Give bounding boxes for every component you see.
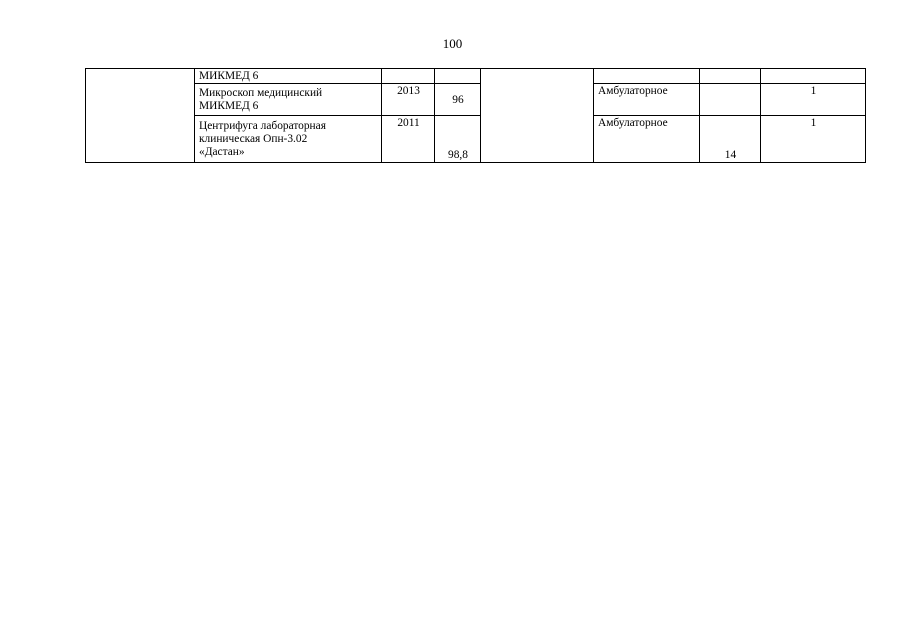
equipment-cell: Микроскоп медицинский МИКМЕД 6 bbox=[195, 84, 382, 116]
page-number: 100 bbox=[442, 36, 463, 51]
shifts-cell bbox=[761, 69, 866, 84]
shifts-cell: 1 bbox=[761, 84, 866, 116]
shifts-cell: 1 bbox=[761, 116, 866, 163]
wear-percent-cell bbox=[435, 69, 481, 84]
count-cell: 14 bbox=[700, 116, 761, 163]
equipment-cell: Центрифуга лабораторная клиническая Опн-3.02 «Дастан» bbox=[195, 116, 382, 163]
care-type-cell bbox=[594, 69, 700, 84]
wear-percent-cell: 98,8 bbox=[435, 116, 481, 163]
count-cell bbox=[700, 69, 761, 84]
wear-percent-cell: 96 bbox=[435, 84, 481, 116]
care-type-cell: Амбулаторное bbox=[594, 116, 700, 163]
count-cell bbox=[700, 84, 761, 116]
year-cell: 2013 bbox=[382, 84, 435, 116]
table-row bbox=[86, 69, 866, 84]
care-type-cell: Амбулаторное bbox=[594, 84, 700, 116]
table-row bbox=[86, 84, 866, 116]
equipment-table bbox=[85, 68, 866, 163]
table-row bbox=[86, 116, 866, 163]
year-cell: 2011 bbox=[382, 116, 435, 163]
year-cell bbox=[382, 69, 435, 84]
department-cell bbox=[481, 69, 594, 163]
organization-cell bbox=[86, 69, 195, 163]
equipment-cell: МИКМЕД 6 bbox=[195, 69, 382, 84]
